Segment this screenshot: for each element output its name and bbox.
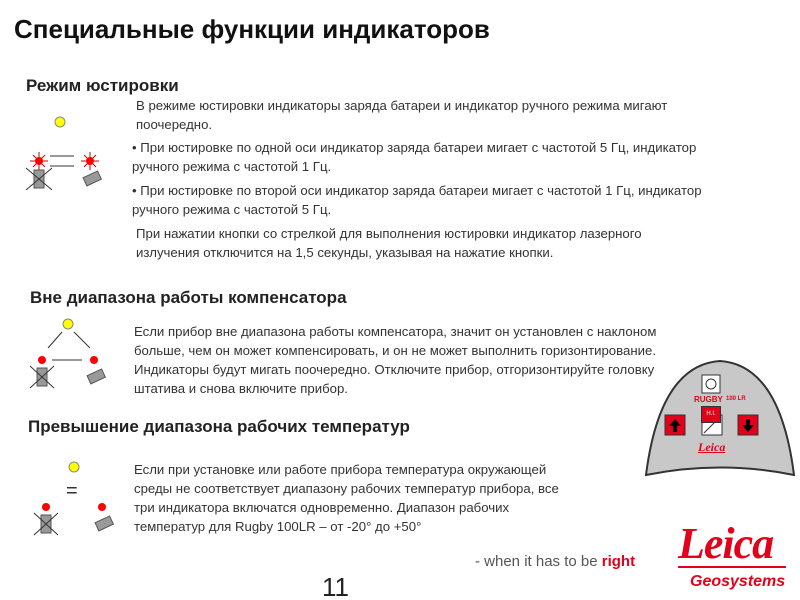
tagline-accent: right [601,553,636,570]
panel-brand: Leica [698,440,726,454]
page-title: Специальные функции индикаторов [14,14,490,44]
tagline [475,553,635,570]
panel-model: RUGBY [694,395,723,404]
adjust-note: При нажатии кнопки со стрелкой для выполнения юстировки индикатор лазерного излучения отключится на 1,5 секунды, указывая на нажатие кнопки. [136,226,642,260]
logo-underline [678,566,786,568]
leica-logo: Leica [678,519,774,568]
temperature-icon [28,455,128,540]
section-heading-compensator: Вне диапазона работы компенсатора [30,288,347,307]
adjust-intro: В режиме юстировки индикаторы заряда батареи и индикатор ручного режима мигают поочередно. [136,98,668,132]
adjust-bullet-1: • При юстировке по одной оси индикатор заряда батареи мигает с частотой 5 Гц, индикатор ручного режима с частотой 1 Гц. [132,140,697,174]
compensator-text: Если прибор вне диапазона работы компенсатора, значит он установлен с наклоном больше, чем он может компенсировать, и он не может выполнить горизонтирование. Индикаторы будут мигать поочередно. Отключите прибор, отгоризонтируйте головку штатива и снова включите прибор. [134,324,657,396]
section-heading-temperature: Превышение диапазона рабочих температур [28,417,410,436]
hi-button: H.I. [701,406,721,423]
page-number: 11 [322,572,349,600]
tagline-prefix: - when it has to be [475,553,602,570]
adjust-mode-icon [18,110,118,190]
equals-sign: = [66,480,78,502]
adjust-bullet-2: • При юстировке по второй оси индикатор заряда батареи мигает с частотой 1 Гц, индикатор ручного режима с частотой 5 Гц. [132,183,702,217]
section-heading-adjust: Режим юстировки [26,76,179,95]
compensator-icon [22,312,122,392]
geosystems-logo: Geosystems [690,573,786,590]
panel-model-sub: 100 LR [726,396,746,402]
control-panel-image [640,355,800,480]
temperature-text: Если при установке или работе прибора температура окружающей среды не соответствует диапазону рабочих температур прибора, все три индикатора включатся одновременно. Диапазон рабочих температур для Rugby 100LR – от -20° до +50° [134,462,559,534]
